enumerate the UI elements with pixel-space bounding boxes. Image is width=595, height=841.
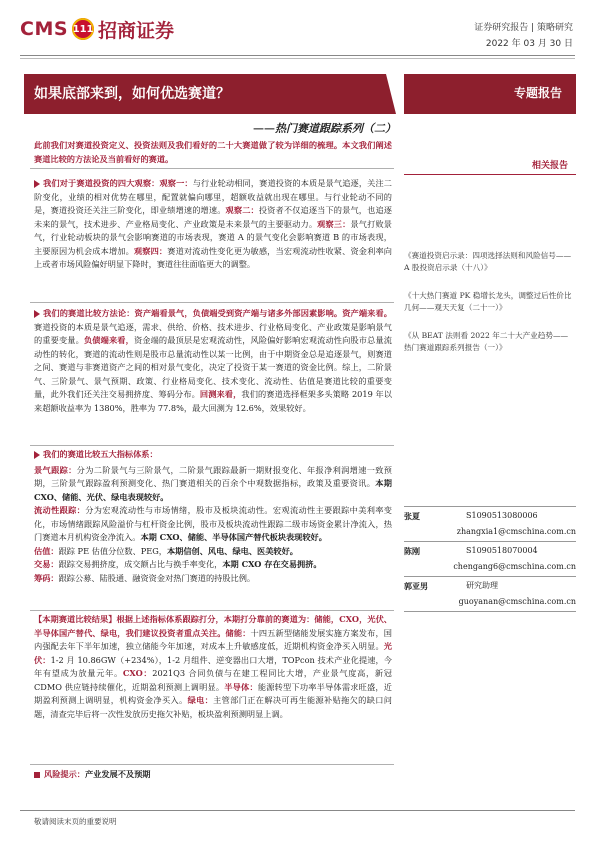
analyst-name — [404, 559, 453, 575]
related-report-item[interactable]: 《从 BEAT 法则看 2022 年二十大产业趋势——热门赛道跟踪系列报告（一）》 — [404, 331, 569, 352]
obs-label: 观察二： — [225, 205, 259, 215]
obs-text: 投资者不仅追逐当下的景气，也追逐未来的景气，技术进步、产业格局变化、产业政策是未来景气的主要驱动力。 — [34, 205, 392, 229]
indicator-text: 跟踪 PE 估值分位数、PEG， — [58, 545, 167, 556]
analyst-divider — [404, 611, 576, 612]
indicator-highlight: 本期 CXO、储能、光伏、绿电表现较好。 — [34, 478, 392, 502]
obs-text: 赛道对流动性变化更为敏感，当宏观流动性收紧、资金利率向上或者市场风险偏好明显下降时，赛道往往面临更大的调整。 — [34, 245, 392, 269]
indicator-text: 分为宏观流动性与市场情绪，股市及板块流动性。宏观流动性主要跟踪中美利率变化，市场情绪跟踪风险溢价与杠杆资金比例，股市及板块流动性跟踪二级市场资金累计净流入，热门赛道本月机构资金净流入。 — [34, 505, 392, 542]
indicator-label: 交易： — [34, 559, 59, 569]
bullet-triangle-icon — [34, 451, 40, 459]
logo-cn: 招商证券 — [98, 19, 175, 42]
track-text: 主管部门正在解决可再生能源补贴拖欠的缺口问题，清查完毕后将一次性发放历史拖欠补贴，板块盈利预测明显上调。 — [34, 695, 392, 719]
bullet-square-icon — [34, 772, 40, 778]
risk-text: 产业发展不及预期 — [84, 769, 151, 779]
section-four-observations — [34, 177, 392, 272]
footer-note: 敬请阅读末页的重要说明 — [34, 817, 117, 826]
indicator-label: 流动性跟踪： — [34, 505, 86, 515]
section-divider — [30, 168, 394, 169]
para-text: 资金端的最顶层是宏观流动性，风险偏好影响宏观流动性向股市总量流动性的转化，赛道的流动性则是股市总量流动性以某一比例，由于中期资金总是追逐景气，则赛道之间、赛道与非赛道资产之间的相对景气变化，决定了投资于某一赛道的资金比例。综上，二阶景气、三阶景气、景气预期、政策、行业格局变化、技术变化、流动性、估值是赛道比较的重要变量，此外我们还关注交易拥挤度、筹码分布。 — [34, 335, 392, 399]
report-tag: 专题报告 — [513, 86, 562, 100]
analyst-divider — [404, 576, 576, 577]
analyst-cert: S1090513080006 — [466, 511, 538, 520]
report-type: 证券研究报告 | 策略研究 — [474, 23, 573, 33]
indicator-highlight: 本期 CXO、储能、半导体国产替代板块表现较好。 — [140, 532, 327, 542]
track-text: 能源转型下功率半导体需求旺盛，近期盈利预测上调明显，机构资金净买入。 — [34, 681, 392, 705]
section-lead: 我们的赛道比较方法论：资产端看景气，负债端受到资产端与诸多外部因素影响。 — [43, 308, 343, 318]
inline-label: 资产端来看。 — [342, 308, 392, 318]
analyst-name: 郭亚男 — [404, 581, 428, 591]
analyst-block — [404, 505, 576, 613]
section-divider — [30, 445, 394, 446]
inline-label: 负债端来看， — [83, 335, 134, 345]
indicator-label: 景气跟踪： — [34, 464, 77, 475]
track-text: 2021Q3 合同负债与在建工程同比大增，产业景气度高，新冠 CDMO 供应链持续催化，近期盈利预测上调明显。 — [34, 668, 392, 692]
report-title: 如果底部来到，如何优选赛道？ — [34, 86, 230, 102]
analyst-email[interactable]: zhangxia1@cmschina.com.cn — [456, 527, 576, 536]
track-label: CXO： — [122, 668, 153, 678]
analyst-divider — [404, 541, 576, 542]
para-text: 我们的赛道选择框架多头策略 2019 年以来超额收益率为 1380%，胜率为 77.8%，最大回测为 12.6%，效果较好。 — [34, 389, 392, 413]
para-text: 赛道投资的本质是景气追逐，需求、供给、价格、技术进步、行业格局变化、产业政策是影响景气的重要变量。 — [34, 321, 392, 345]
logo-badge-icon: 111 — [72, 18, 94, 40]
track-text: 十四五新型储能发展实施方案发布，国内强配去年下半年加速，独立储能今年加速，对成本上升敏感度低，近期机构资金净买入明显。 — [34, 627, 392, 651]
related-divider — [404, 174, 576, 175]
section-lead: 【本期赛道比较结果】根据上述指标体系跟踪打分，本期打分靠前的赛道为：储能，CXO，光伏、半导体国产替代、绿电，我们建议投资者重点关注。 — [34, 614, 392, 638]
section-divider — [30, 302, 394, 303]
analyst-role: 研究助理 — [466, 581, 498, 590]
analyst-name — [404, 594, 459, 610]
header-divider-thin — [20, 58, 575, 59]
track-label: 绿电： — [187, 695, 214, 705]
analyst-email[interactable]: guoyanan@cmschina.com.cn — [458, 597, 576, 606]
inline-label: 回测来看， — [199, 389, 242, 399]
series-dash: —— — [253, 122, 275, 135]
intro-summary: 此前我们对赛道投资定义、投资法则及我们看好的二十大赛道做了较为详细的梳理。本文我们阐述赛道比较的方法论及当前看好的赛道。 — [34, 140, 392, 164]
indicator-highlight: 本期信创、风电、绿电、医美较好。 — [166, 545, 298, 556]
section-comparison-result — [34, 613, 392, 721]
indicator-text: 分为二阶景气与三阶景气，二阶景气跟踪最新一期财报变化、年报净利润增速一致预期，三阶景气跟踪盈利预测变化、热门赛道相关的百余个中观数据指标，政策及重要资讯。 — [34, 464, 392, 488]
analyst-row — [404, 543, 576, 559]
indicator-label: 估值： — [34, 545, 59, 556]
header-meta — [474, 20, 573, 52]
report-title-bar — [24, 74, 396, 114]
indicator-highlight: 本期 CXO 存在交易拥挤。 — [222, 559, 322, 569]
analyst-row — [404, 508, 576, 524]
track-text: 1-2 月 10.86GW（+234%），1-2 月组件、逆变器出口大增，TOPcon 技术产业化提速，今年有望成为放量元年。 — [34, 654, 392, 678]
bullet-triangle-icon — [34, 310, 40, 318]
analyst-name: 陈刚 — [404, 546, 420, 556]
company-logo — [20, 14, 174, 44]
analyst-row — [404, 559, 576, 575]
analyst-row — [404, 578, 576, 594]
analyst-email[interactable]: chengang6@cmschina.com.cn — [453, 562, 576, 571]
indicator-text: 跟踪公募、陆股通、融资资金对热门赛道的持股比例。 — [58, 572, 256, 583]
indicator-text: 跟踪交易拥挤度，成交额占比与换手率变化， — [58, 559, 223, 569]
bullet-triangle-icon — [34, 180, 40, 188]
risk-label: 风险提示： — [44, 769, 85, 779]
risk-warning — [34, 768, 392, 782]
analyst-name: 张夏 — [404, 511, 420, 521]
section-methodology — [34, 307, 392, 415]
logo-en: CMS — [20, 18, 69, 40]
report-date: 2022 年 03 月 30 日 — [485, 39, 573, 49]
analyst-row — [404, 594, 576, 610]
track-label: 半导体： — [224, 681, 258, 692]
analyst-divider — [404, 506, 576, 507]
series-name: 热门赛道跟踪系列（二） — [275, 122, 396, 135]
section-lead: 我们对于赛道投资的四大观察： — [43, 178, 160, 188]
related-report-item[interactable]: 《赛道投资启示录：四项选择法则和风险信号——A 股投资启示录（十八）》 — [404, 251, 572, 272]
title-bar-notch — [386, 74, 396, 114]
indicator-label: 筹码： — [34, 572, 59, 583]
obs-text: 与行业轮动相同，赛道投资的本质是景气追逐，关注二阶变化，业绩的相对优势在哪里，配置就偏向哪里，超额收益就出现在哪里。与行业轮动不同的是，赛道投资还关注三阶变化，即业绩增速的增速。 — [34, 178, 392, 215]
obs-label: 观察三： — [317, 218, 351, 229]
analyst-row — [404, 524, 576, 540]
related-reports-title: 相关报告 — [531, 161, 568, 171]
track-label: 光伏： — [34, 641, 392, 665]
related-report-item[interactable]: 《十大热门赛道 PK 稳增长龙头，调整过后性价比几何——观天天复（二十一）》 — [404, 291, 572, 312]
header-divider — [20, 55, 575, 56]
footer-divider — [20, 810, 575, 811]
analyst-cert: S1090518070004 — [466, 546, 538, 555]
section-five-indicators — [34, 448, 392, 585]
obs-label: 观察四： — [133, 245, 168, 256]
report-tag-bar — [404, 74, 576, 114]
series-subtitle — [160, 120, 396, 136]
obs-label: 观察一： — [159, 178, 193, 188]
analyst-name — [404, 524, 457, 540]
section-divider — [30, 610, 394, 611]
section-divider — [30, 764, 394, 765]
obs-text: 景气打败景气，行业轮动板块的景气会影响赛道的市场表现，赛道 A 的景气变化会影响赛道 B 的市场表现，主要原因为机会成本增加。 — [34, 218, 392, 256]
track-label: 储能： — [225, 627, 251, 638]
section-lead: 我们的赛道比较五大指标体系： — [43, 449, 158, 459]
